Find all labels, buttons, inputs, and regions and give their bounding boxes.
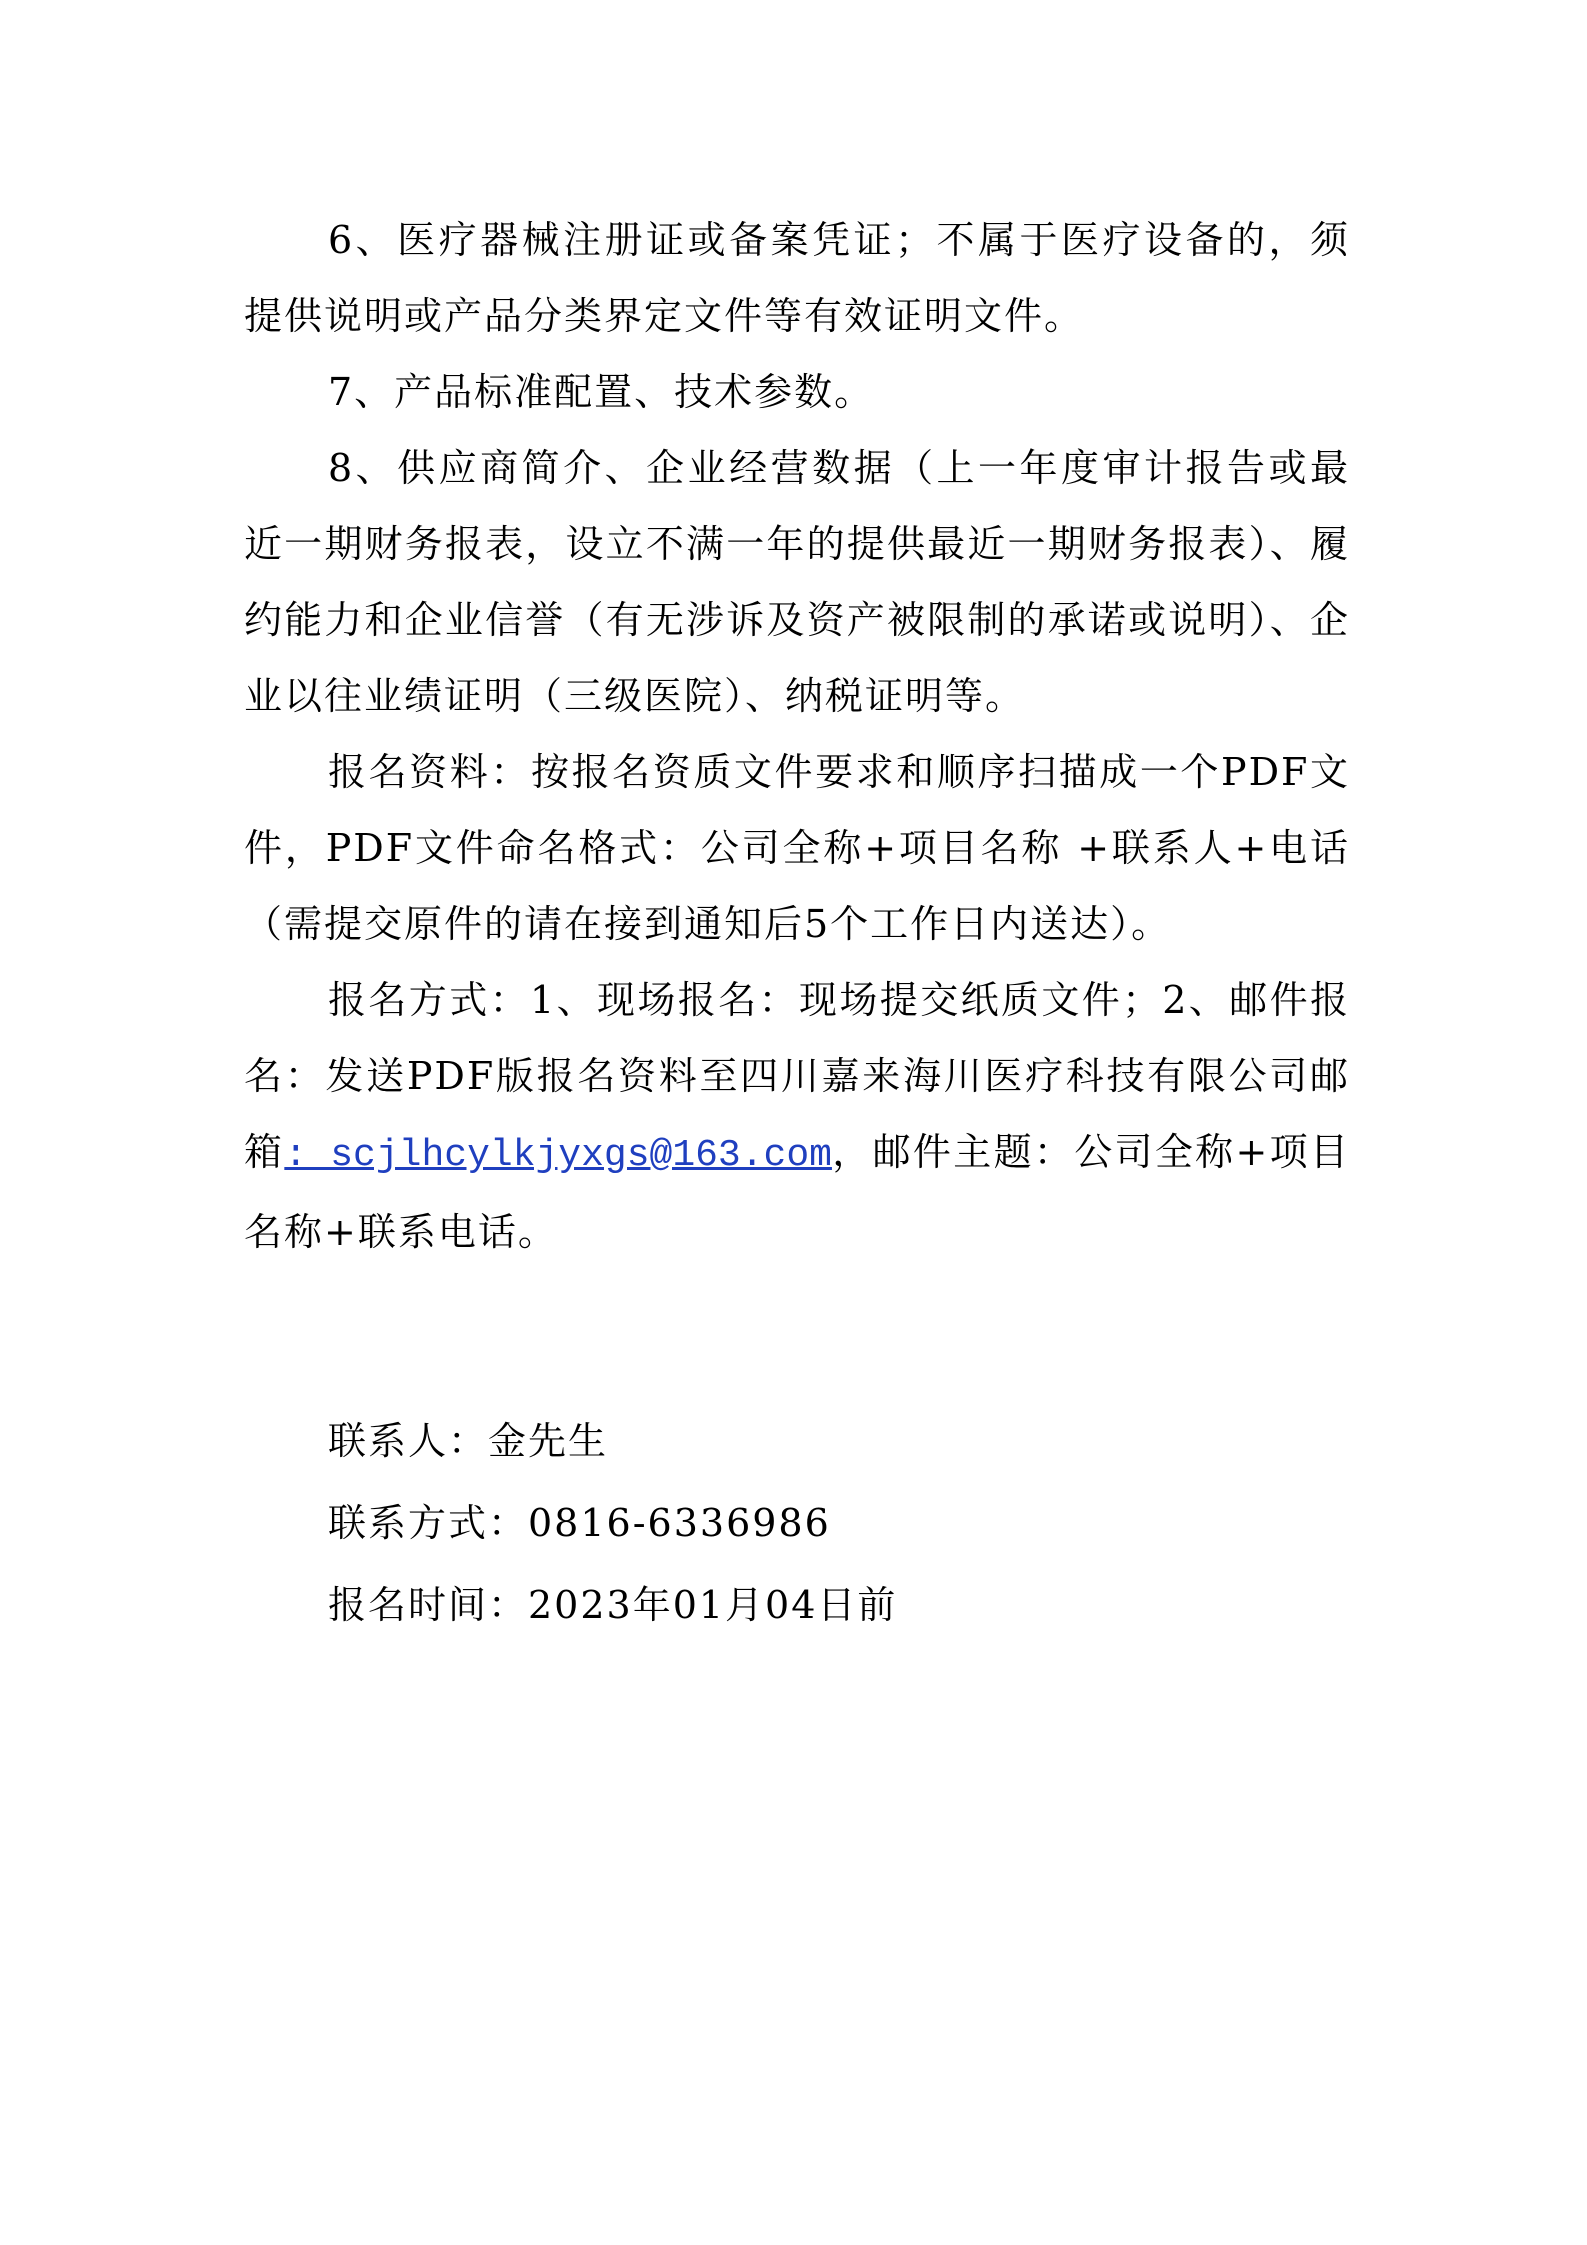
contact-phone: 联系方式：0816-6336986 [328,1501,831,1545]
registration-materials-paragraph: 报名资料：按报名资质文件要求和顺序扫描成一个PDF文件，PDF文件命名格式：公司全称+项目名称 +联系人+电话（需提交原件的请在接到通知后5个工作日内送达）。 [244,750,1350,946]
registration-method-text: 报名方式：1、现场报名：现场提交纸质文件；2、邮件报名：发送PDF版报名资料至四川嘉来海川医疗科技有限公司邮箱 [244,978,1350,1174]
contact-block [328,1400,1228,1646]
registration-method-paragraph [244,962,1350,1270]
email-link[interactable]: : scjlhcylkjyxgs@163.com [284,1134,832,1177]
item-6-paragraph: 6、医疗器械注册证或备案凭证；不属于医疗设备的，须提供说明或产品分类界定文件等有效证明文件。 [244,218,1350,338]
document-body [244,202,1350,1270]
email-subject-text: ，邮件主题：公司全称+项目名称+联系电话。 [244,1130,1350,1254]
contact-person: 联系人：金先生 [328,1419,609,1463]
item-7-paragraph: 7、产品标准配置、技术参数。 [328,370,875,414]
registration-deadline: 报名时间：2023年01月04日前 [328,1583,898,1627]
item-8-paragraph: 8、供应商简介、企业经营数据（上一年度审计报告或最近一期财务报表，设立不满一年的提供最近一期财务报表）、履约能力和企业信誉（有无涉诉及资产被限制的承诺或说明）、企业以往业绩证明（三级医院）、纳税证明等。 [244,446,1350,718]
